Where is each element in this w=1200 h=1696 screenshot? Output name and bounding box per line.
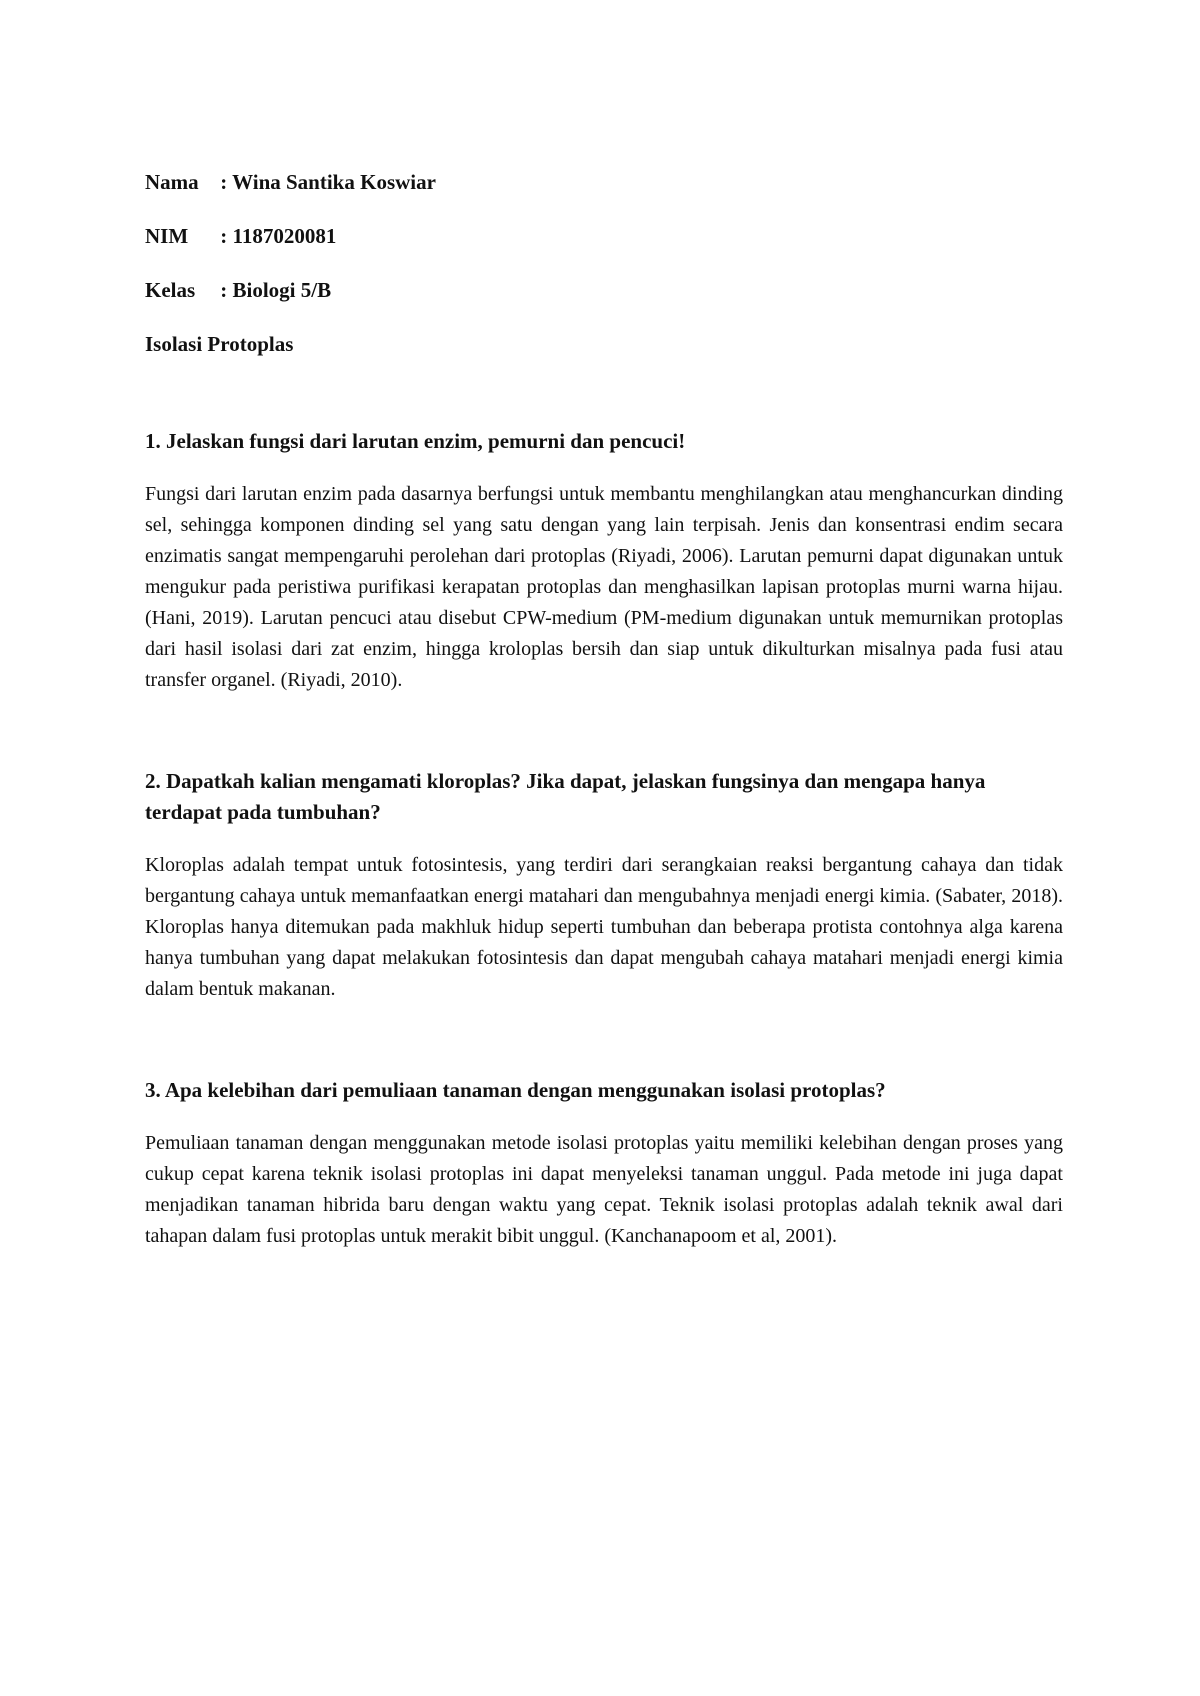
question-2: 2. Dapatkah kalian mengamati kloroplas? Jika dapat, jelaskan fungsinya dan mengapa hanya terdapat pada tumbuhan?	[145, 769, 986, 824]
document-title: Isolasi Protoplas	[145, 332, 294, 356]
section-3	[145, 1075, 1063, 1252]
answer-3: Pemuliaan tanaman dengan menggunakan metode isolasi protoplas yaitu memiliki kelebihan dengan proses yang cukup cepat karena teknik isolasi protoplas ini dapat menyeleksi tanaman unggul. Pada metode ini juga dapat menjadikan tanaman hibrida baru dengan waktu yang cepat. Teknik isolasi protoplas adalah teknik awal dari tahapan dalam fusi protoplas untuk merakit bibit unggul. (Kanchanapoom et al, 2001).	[145, 1132, 1063, 1247]
answer-1: Fungsi dari larutan enzim pada dasarnya berfungsi untuk membantu menghilangkan atau menghancurkan dinding sel, sehingga komponen dinding sel yang satu dengan yang lain terpisah. Jenis dan konsentrasi endim secara enzimatis sangat mempengaruhi perolehan dari protoplas (Riyadi, 2006). Larutan pemurni dapat digunakan untuk mengukur pada peristiwa purifikasi kerapatan protoplas dan menghasilkan lapisan protoplas murni warna hijau. (Hani, 2019). Larutan pencuci atau disebut CPW-medium (PM-medium digunakan untuk memurnikan protoplas dari hasil isolasi dari zat enzim, hingga kroloplas bersih dan siap untuk dikulturkan misalnya pada fusi atau transfer organel. (Riyadi, 2010).	[145, 483, 1063, 691]
kelas-label: Kelas	[145, 278, 196, 302]
nim-line	[145, 224, 1063, 248]
nama-value: : Wina Santika Koswiar	[220, 170, 436, 194]
nim-value: : 1187020081	[220, 224, 337, 248]
nama-line	[145, 170, 1063, 194]
section-1	[145, 426, 1063, 696]
nama-label: Nama	[145, 170, 199, 194]
question-3: 3. Apa kelebihan dari pemuliaan tanaman dengan menggunakan isolasi protoplas?	[145, 1078, 886, 1102]
answer-2: Kloroplas adalah tempat untuk fotosintesis, yang terdiri dari serangkaian reaksi bergantung cahaya dan tidak bergantung cahaya untuk memanfaatkan energi matahari dan mengubahnya menjadi energi kimia. (Sabater, 2018). Kloroplas hanya ditemukan pada makhluk hidup seperti tumbuhan dan beberapa protista contohnya alga karena hanya tumbuhan yang dapat melakukan fotosintesis dan dapat mengubah cahaya matahari menjadi energi kimia dalam bentuk makanan.	[145, 854, 1063, 1000]
nim-label: NIM	[145, 224, 189, 248]
kelas-value: : Biologi 5/B	[220, 278, 332, 302]
document-body	[145, 170, 1063, 1252]
section-2	[145, 766, 1063, 1005]
kelas-line	[145, 278, 1063, 302]
question-1: 1. Jelaskan fungsi dari larutan enzim, pemurni dan pencuci!	[145, 429, 686, 453]
